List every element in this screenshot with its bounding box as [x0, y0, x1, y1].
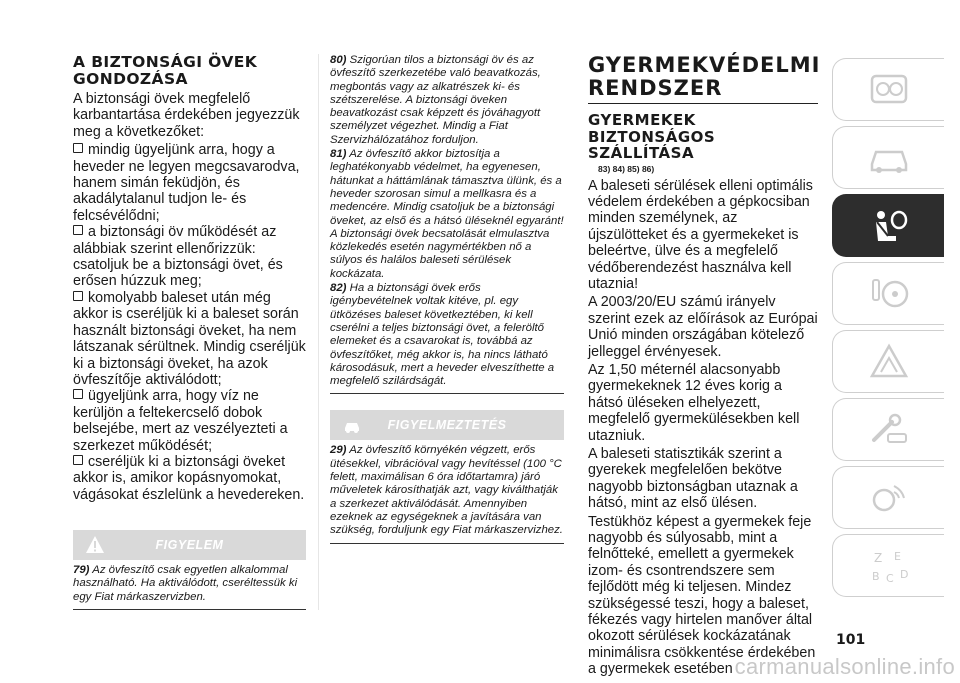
note-text: Ha a biztonsági övek erős igénybevételnek voltak kitéve, pl. egy ütközéses baleset következtében, ki kell cserélni a teljes biztonsági övet, a feleröltő elemeket és a csavarokat is, továbbá az övfeszítőket, még akkor is, ha nincs látható károsodásuk, mert a heveder elveszíthette a megfelelő szilárdságát. — [330, 282, 555, 388]
svg-text:B: B — [871, 569, 880, 583]
checkbox-bullet-icon — [73, 291, 83, 301]
bullet-text: ügyeljünk arra, hogy víz ne kerüljön a feltekercselő dobok belsejébe, mert az veszélyezteti a szerkezet működését; — [73, 388, 288, 454]
bullet-item — [73, 224, 306, 290]
dashboard-icon — [866, 70, 912, 110]
sub-heading-line-3: SZÁLLÍTÁSA — [588, 144, 695, 162]
page-number: 101 — [836, 632, 866, 648]
note-number: 81) — [330, 148, 347, 161]
sub-heading-line-1: GYERMEKEK — [588, 111, 696, 129]
chapter-heading — [588, 53, 821, 100]
seatbelt-airbag-icon — [866, 206, 912, 246]
column-3 — [588, 53, 821, 680]
heading-rule — [588, 103, 818, 104]
bullet-text: mindig ügyeljünk arra, hogy a heveder ne legyen megcsavarodva, hanem simán feküdjön, és akadálytalanul tudjon le- és felcsévélődni; — [73, 142, 300, 224]
checkbox-bullet-icon — [73, 389, 83, 399]
bullet-item — [73, 388, 306, 454]
car-icon — [866, 138, 912, 178]
caution-note-29 — [330, 440, 564, 543]
sub-heading-line-2: BIZTONSÁGOS — [588, 127, 716, 146]
section-heading — [73, 54, 306, 88]
chapter-heading-line-2: RENDSZER — [588, 76, 723, 100]
caution-title: FIGYELMEZTETÉS — [387, 418, 507, 433]
note-text: Az övfeszítő akkor biztosítja a leghatékonyabb védelmet, ha egyenesen, hátunkat a háttámlának támasztva ülünk, és a heveder szorosan simul a mellkasra és a medencére. Mindig csatoljuk be a biztonsági öveket, az első és a hátsó üléseknél egyaránt! A biztonsági övek becsatolását elmulasztva közlekedés esetén nagymértékben nő a súlyos és halálos baleseti sérülések kockázata. — [330, 148, 564, 280]
svg-text:D: D — [899, 567, 908, 581]
checkbox-bullet-icon — [73, 225, 83, 235]
key-steering-wheel-icon — [866, 274, 912, 314]
index-letters-icon — [866, 546, 912, 586]
checkbox-bullet-icon — [73, 143, 83, 153]
caution-box — [330, 410, 564, 440]
note-text: Szigorúan tilos a biztonsági öv és az övfeszítő szerkezetébe való beavatkozás, megbontás vagy az alkatrészek ki- és szétszerelése. A biztonsági öveken beavatkozást csak képzett és jóváhagyott személyzet végezhet. Mindig a Fiat Szervizhálózatához forduljon. — [330, 54, 541, 146]
bullet-text: cseréljük ki a biztonsági öveket akkor is, amikor kopásnyomokat, vágásokat észlelünk a hevedereken. — [73, 453, 305, 503]
warning-road-icon — [866, 342, 912, 382]
note-number: 82) — [330, 282, 347, 295]
warning-note-79 — [73, 560, 306, 610]
paragraph: A 2003/20/EU számú irányelv szerint ezek az előírások az Európai Unió minden országában kötelező jelleggel érvényesek. — [588, 294, 818, 360]
bullet-text: a biztonsági öv működését az alábbiak szerint ellenőrizzük: csatoljuk be a biztonsági övet, és erősen húzzuk meg; — [73, 224, 283, 290]
note-number: 29) — [330, 444, 347, 457]
tab-index[interactable] — [832, 534, 944, 597]
warning-notes-continued — [330, 54, 564, 394]
subsection-heading — [588, 112, 818, 162]
wrench-car-icon — [866, 410, 912, 450]
bullet-item — [73, 454, 306, 503]
gps-media-icon — [866, 478, 912, 518]
paragraph: A baleseti statisztikák szerint a gyerekek megfelelően bekötve nagyobb biztonságban utaznak a hátsó, mint az első ülésen. — [588, 446, 798, 512]
svg-text:E: E — [893, 549, 901, 563]
note-number: 80) — [330, 54, 347, 66]
column-2 — [330, 54, 564, 544]
chapter-heading-line-1: GYERMEKVÉDELMI — [588, 53, 821, 77]
tab-multimedia[interactable] — [832, 466, 944, 529]
chapter-tabs — [832, 58, 944, 602]
intro-text: A biztonsági övek megfelelő karbantartása érdekében jegyezzük meg a következőket: — [73, 91, 300, 140]
column-divider — [318, 54, 319, 610]
svg-text:Z: Z — [873, 550, 882, 565]
bullet-item — [73, 142, 306, 224]
heading-line-2: GONDOZÁSA — [73, 70, 188, 88]
tab-dashboard[interactable] — [832, 58, 944, 121]
watermark: carmanualsonline.info — [734, 654, 955, 679]
column-1 — [73, 54, 306, 610]
paragraph: A baleseti sérülések elleni optimális védelem érdekében a gépkocsiban minden személynek, az újszülötteket és a gyermekeket is beleértve, ülve és a megfelelő védőberendezést használva kell utaznia! — [588, 177, 813, 292]
tab-car[interactable] — [832, 126, 944, 189]
bullet-text: komolyabb baleset után még akkor is cseréljük ki a baleset során használt biztonsági öveket, ha nem látszanak sérültnek. Mindig cseréljük ki a biztonsági öveket, ha azok övfeszítője aktiválódott; — [73, 289, 306, 388]
paragraph: Az 1,50 méternél alacsonyabb gyermekeknek 12 éves korig a hátsó üléseken elhelyezett, megfelelő gyermekülésekben kell utazniuk. — [588, 361, 800, 444]
note-text: Az övfeszítő környékén végzett, erős ütésekkel, vibrációval vagy hevítéssel (100 °C felett, maximálisan 6 óra időtartamra) járó műveletek károsíthatják azt, vagy kiválthatják a szerkezet aktiválódását. Amennyiben ezeknek az egységeknek a javítására van szükség, forduljunk egy Fiat márkaszervizhez. — [330, 444, 563, 537]
paragraph: Testükhöz képest a gyermekek feje nagyobb és súlyosabb, mint a felnőtteké, emellett a gyermekek izom- és csontrendszere sem fejlődött még ki teljesen. Mindez szükségessé teszi, hogy a baleset, fékezés vagy hirtelen manőver által okozott sérülések kockázatának minimálisra csökkentése érdekében a gyermekek esetében — [588, 513, 816, 678]
svg-text:C: C — [885, 571, 894, 585]
tab-safety[interactable] — [832, 194, 944, 257]
tab-emergency[interactable] — [832, 330, 944, 393]
checkbox-bullet-icon — [73, 455, 83, 465]
note-references: 83) 84) 85) 86) — [598, 163, 655, 174]
tab-starting[interactable] — [832, 262, 944, 325]
note-text: Az övfeszítő csak egyetlen alkalommal használható. Ha aktiválódott, cseréltessük ki egy Fiat márkaszervizben. — [73, 564, 298, 603]
heading-line-1: A BIZTONSÁGI ÖVEK — [73, 53, 258, 71]
warning-title: FIGYELEM — [155, 538, 224, 553]
bullet-item — [73, 290, 306, 388]
tab-maintenance[interactable] — [832, 398, 944, 461]
warning-box — [73, 530, 306, 560]
note-number: 79) — [73, 564, 90, 577]
